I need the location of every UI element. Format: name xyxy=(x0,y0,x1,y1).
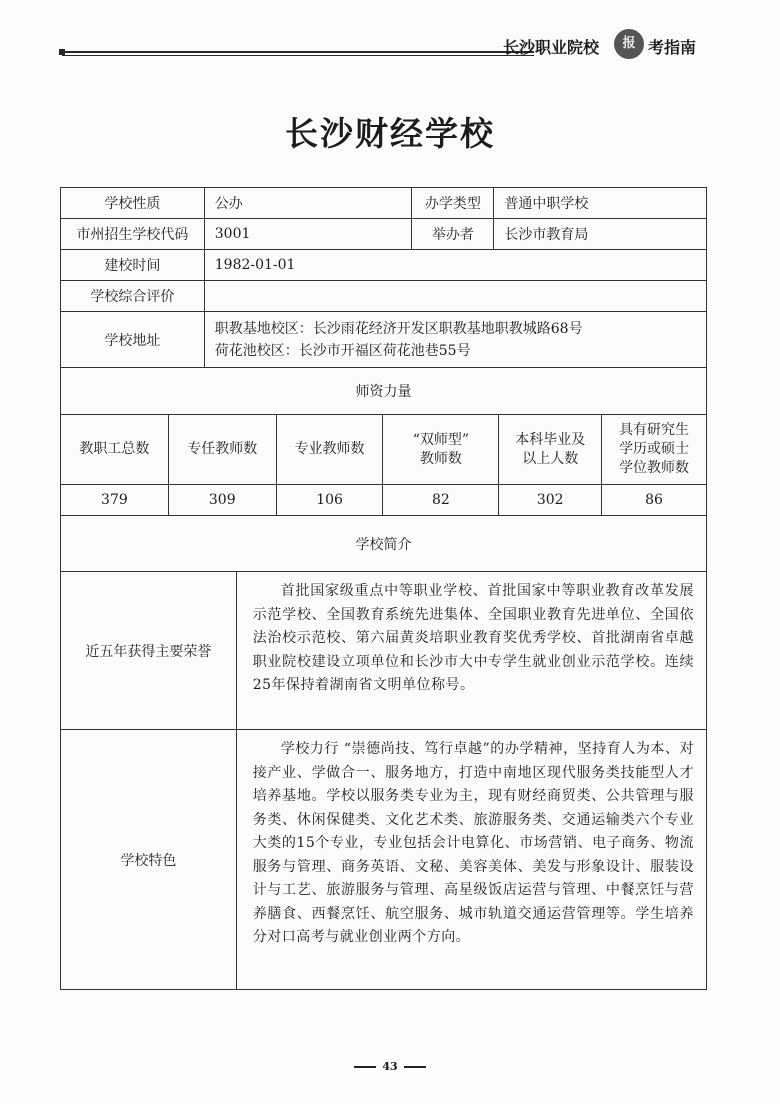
footer-dash-right xyxy=(404,1066,426,1068)
running-header-right: 考指南 xyxy=(648,38,697,57)
staff-value-dual: 82 xyxy=(383,485,499,516)
honors-label: 近五年获得主要荣誉 xyxy=(61,572,237,730)
header-badge: 报 xyxy=(614,29,644,59)
school-info-table xyxy=(60,187,707,415)
intro-section-title: 学校简介 xyxy=(61,516,707,572)
header-rule-thin xyxy=(62,55,534,56)
evaluation-value xyxy=(204,281,706,312)
header-rule xyxy=(62,51,534,53)
features-label: 学校特色 xyxy=(61,730,237,990)
organizer-label: 举办者 xyxy=(412,219,494,250)
staff-header-postgrad: 具有研究生 学历或硕士 学位教师数 xyxy=(602,415,707,485)
evaluation-label: 学校综合评价 xyxy=(61,281,205,312)
staff-table xyxy=(60,414,707,516)
honors-text: 首批国家级重点中等职业学校、首批国家中等职业教育改革发展示范学校、全国教育系统先进集体、全国职业教育先进单位、全国依法治校示范校、第六届黄炎培职业教育奖优秀学校、首批湖南省卓越职业院校建设立项单位和长沙市大中专学生就业创业示范学校。连续25年保持着湖南省文明单位称号。 xyxy=(236,572,706,730)
page-title: 长沙财经学校 xyxy=(285,114,495,153)
code-value: 3001 xyxy=(204,219,412,250)
address-label: 学校地址 xyxy=(61,312,205,368)
features-text: 学校力行 “崇德尚技、笃行卓越”的办学精神，坚持育人为本、对接产业、学做合一、服务地方，打造中南地区现代服务类技能型人才培养基地。学校以服务类专业为主，现有财经商贸类、公共管理与服务类、休闲保健类、文化艺术类、旅游服务类、交通运输类六个专业大类的15个专业，专业包括会计电算化、市场营销、电子商务、物流服务与管理、商务英语、文秘、美容美体、美发与形象设计、服装设计与工艺、旅游服务与管理、高星级饭店运营与管理、中餐烹饪与营养膳食、西餐烹饪、航空服务、城市轨道交通运营管理等。学生培养分对口高考与就业创业两个方向。 xyxy=(236,730,706,990)
running-header-left: 长沙职业院校 xyxy=(503,38,600,57)
staff-header-professional: 专业教师数 xyxy=(276,415,383,485)
organizer-value: 长沙市教育局 xyxy=(494,219,707,250)
founded-value: 1982-01-01 xyxy=(204,250,706,281)
staff-value-total: 379 xyxy=(61,485,169,516)
page-number: 43 xyxy=(382,1060,398,1073)
intro-table xyxy=(60,515,707,990)
staff-value-professional: 106 xyxy=(276,485,383,516)
address-line: 职教基地校区：长沙雨花经济开发区职教基地职教城路68号 xyxy=(214,320,583,337)
type-value: 普通中职学校 xyxy=(494,188,707,219)
address-line: 荷花池校区：长沙市开福区荷花池巷55号 xyxy=(214,342,471,359)
staff-header-total: 教职工总数 xyxy=(61,415,169,485)
page-footer xyxy=(0,1060,780,1073)
staff-value-fulltime: 309 xyxy=(168,485,276,516)
nature-label: 学校性质 xyxy=(61,188,205,219)
code-label: 市州招生学校代码 xyxy=(61,219,205,250)
nature-value: 公办 xyxy=(204,188,412,219)
staff-header-dual: “双师型” 教师数 xyxy=(383,415,499,485)
staff-section-title: 师资力量 xyxy=(61,368,707,415)
staff-header-fulltime: 专任教师数 xyxy=(168,415,276,485)
staff-value-postgrad: 86 xyxy=(602,485,707,516)
footer-dash-left xyxy=(354,1066,376,1068)
founded-label: 建校时间 xyxy=(61,250,205,281)
type-label: 办学类型 xyxy=(412,188,494,219)
address-value xyxy=(204,312,706,368)
staff-value-bachelor: 302 xyxy=(499,485,602,516)
staff-header-bachelor: 本科毕业及 以上人数 xyxy=(499,415,602,485)
